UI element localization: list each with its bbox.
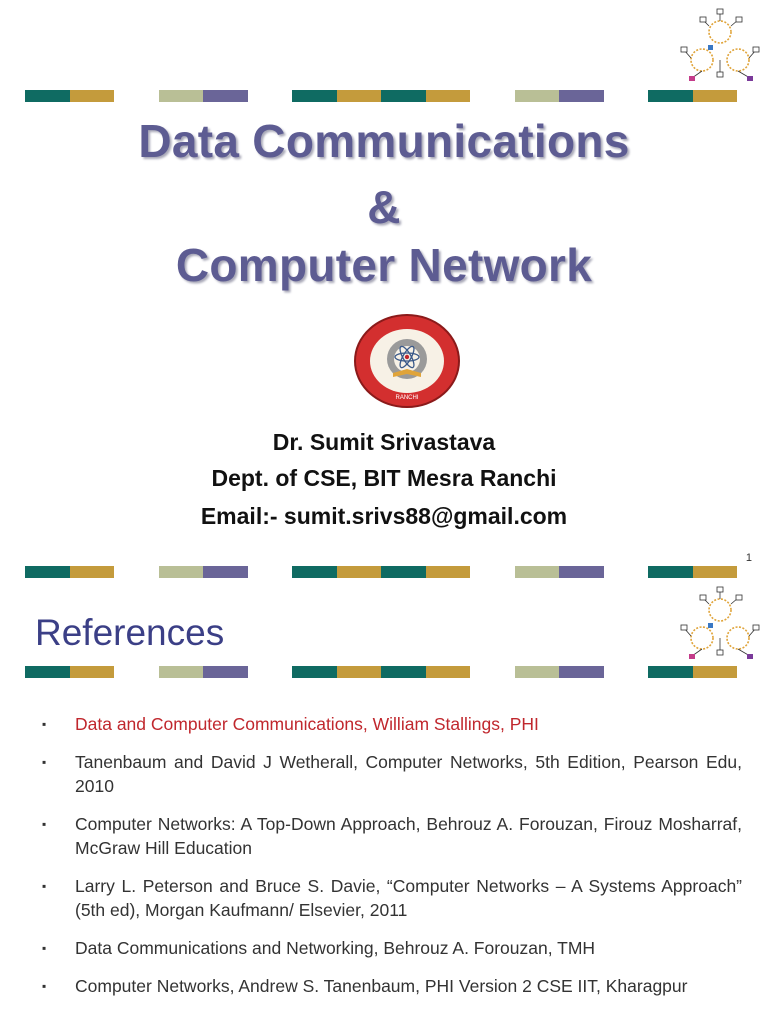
reference-text: Tanenbaum and David J Wetherall, Computer Networks, 5th Edition, Pearson Edu, 2010 bbox=[75, 752, 742, 796]
decorative-stripe-top bbox=[25, 90, 737, 102]
logo-caption: RANCHI bbox=[395, 395, 419, 401]
bullet-icon: ▪ bbox=[42, 755, 47, 769]
bullet-icon: ▪ bbox=[42, 879, 47, 893]
reference-item bbox=[42, 812, 742, 860]
reference-text: Computer Networks, Andrew S. Tanenbaum, PHI Version 2 CSE IIT, Kharagpur bbox=[75, 976, 688, 996]
page-number: 1 bbox=[745, 552, 752, 564]
reference-item bbox=[42, 974, 742, 998]
bullet-icon: ▪ bbox=[42, 979, 47, 993]
title-line-3: Computer Network bbox=[175, 239, 593, 291]
author-email: Email:- sumit.srivs88@gmail.com bbox=[200, 503, 568, 529]
decorative-stripe-references bbox=[25, 666, 737, 678]
reference-item bbox=[42, 874, 742, 922]
reference-text: Computer Networks: A Top-Down Approach, Behrouz A. Forouzan, Firouz Mosharraf, McGraw Hill Education bbox=[75, 814, 742, 858]
bullet-icon: ▪ bbox=[42, 717, 47, 731]
reference-item bbox=[42, 712, 742, 736]
reference-text: Larry L. Peterson and Bruce S. Davie, “Computer Networks – A Systems Approach” (5th ed), Morgan Kaufmann/ Elsevier, 2011 bbox=[75, 876, 742, 920]
bit-mesra-logo bbox=[353, 313, 461, 409]
reference-item bbox=[42, 750, 742, 798]
reference-text: Data and Computer Communications, William Stallings, PHI bbox=[75, 714, 539, 734]
bullet-icon: ▪ bbox=[42, 817, 47, 831]
reference-text: Data Communications and Networking, Behrouz A. Forouzan, TMH bbox=[75, 938, 596, 958]
network-topology-icon bbox=[680, 8, 762, 86]
title-line-1: Data Communications bbox=[138, 115, 630, 167]
bullet-icon: ▪ bbox=[42, 941, 47, 955]
author-name: Dr. Sumit Srivastava bbox=[272, 429, 496, 455]
reference-item bbox=[42, 936, 742, 960]
references-list bbox=[42, 712, 742, 1012]
network-topology-icon bbox=[680, 586, 762, 664]
title-line-2: & bbox=[367, 181, 401, 233]
author-department: Dept. of CSE, BIT Mesra Ranchi bbox=[211, 465, 557, 491]
references-heading: References bbox=[35, 612, 225, 653]
decorative-stripe-bottom bbox=[25, 566, 737, 578]
